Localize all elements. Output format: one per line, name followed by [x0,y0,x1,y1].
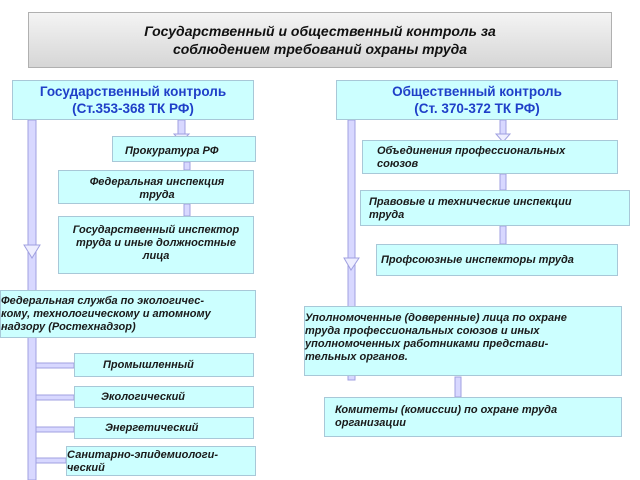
state-inspector-box: Государственный инспектор труда и иные должностные лица [58,216,254,274]
state-link-1 [184,162,190,170]
industrial-box: Промышленный [74,353,254,377]
state-control-heading: Государственный контроль (Ст.353-368 ТК РФ) [12,80,254,120]
arrow-state-spine [24,245,40,258]
sanitary-box: Санитарно-эпидемиологи- ческий [66,446,256,476]
legal-inspections-box: Правовые и технические инспекции труда [360,190,630,226]
public-link-1 [500,174,506,190]
state-link-2 [184,204,190,216]
branch-industrial [36,363,74,368]
rostekhnadzor-box: Федеральная служба по экологичес- кому, технологическому и атомному надзору (Ростехнадзор) [0,290,256,338]
diagram-title: Государственный и общественный контроль за соблюдением требований охраны труда [28,12,612,68]
union-inspectors-box: Профсоюзные инспекторы труда [376,244,618,276]
committees-box: Комитеты (комиссии) по охране труда организации [324,397,622,437]
branch-energy [36,427,74,432]
branch-ecological [36,395,74,400]
prosecutor-box: Прокуратура РФ [112,136,256,162]
ecological-box: Экологический [74,386,254,408]
trade-unions-box: Объединения профессиональных союзов [362,140,618,174]
arrow-public-spine [344,258,359,270]
public-link-2 [500,226,506,244]
public-link-3 [455,377,461,397]
energy-box: Энергетический [74,417,254,439]
federal-inspection-box: Федеральная инспекция труда [58,170,254,204]
public-control-heading: Общественный контроль (Ст. 370-372 ТК РФ) [336,80,618,120]
branch-sanitary [36,458,66,463]
authorized-persons-box: Уполномоченные (доверенные) лица по охране труда профессиональных союзов и иных уполномоченных работниками представи- тельных органов. [304,306,622,376]
